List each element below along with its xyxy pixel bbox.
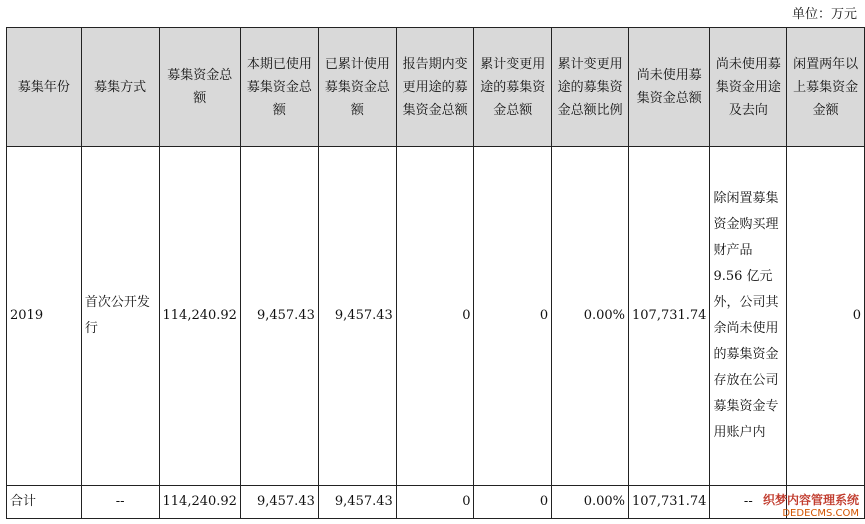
- table-cell: 114,240.92: [159, 147, 240, 486]
- table-cell: 首次公开发行: [81, 147, 159, 486]
- header-cell: 尚未使用募集资金总额: [629, 28, 710, 147]
- header-cell: 本期已使用募集资金总额: [240, 28, 318, 147]
- header-cell: 尚未使用募集资金用途及去向: [710, 28, 787, 147]
- table-cell: 9,457.43: [240, 147, 318, 486]
- header-cell: 募集资金总额: [159, 28, 240, 147]
- total-row: [7, 486, 865, 519]
- header-row: [7, 28, 865, 147]
- table-cell: 9,457.43: [318, 147, 396, 486]
- table-cell: 9,457.43: [240, 486, 318, 519]
- table-cell: 0: [787, 147, 865, 486]
- unit-label: 单位：万元: [791, 7, 857, 22]
- header-cell: 已累计使用募集资金总额: [318, 28, 396, 147]
- table-cell: 2019: [7, 147, 82, 486]
- table-cell: --: [710, 486, 787, 519]
- table-cell: 0.00%: [552, 147, 629, 486]
- table-cell: 107,731.74: [629, 486, 710, 519]
- header-cell: 累计变更用途的募集资金总额: [474, 28, 552, 147]
- table-cell: 0: [474, 486, 552, 519]
- table-cell: 除闲置募集资金购买理财产品 9.56 亿元外，公司其余尚未使用的募集资金存放在公司募集资金专用账户内: [710, 147, 787, 486]
- header-cell: 闲置两年以上募集资金金额: [787, 28, 865, 147]
- table-cell: 合计: [7, 486, 82, 519]
- fund-usage-table: [6, 27, 865, 519]
- table-cell: 107,731.74: [629, 147, 710, 486]
- table-cell: 114,240.92: [159, 486, 240, 519]
- header-cell: 募集年份: [7, 28, 82, 147]
- table-row: [7, 147, 865, 486]
- table-cell: 0: [396, 147, 474, 486]
- watermark-url: DEDECMS.COM: [782, 508, 859, 519]
- watermark-title: 织梦内容管理系统: [762, 493, 859, 507]
- table-cell: 0: [396, 486, 474, 519]
- header-cell: 累计变更用途的募集资金总额比例: [552, 28, 629, 147]
- table-cell: 9,457.43: [318, 486, 396, 519]
- table-cell: 0.00%: [552, 486, 629, 519]
- table-cell: --: [81, 486, 159, 519]
- header-cell: 募集方式: [81, 28, 159, 147]
- table-cell: 0: [474, 147, 552, 486]
- header-cell: 报告期内变更用途的募集资金总额: [396, 28, 474, 147]
- watermark: [763, 494, 859, 520]
